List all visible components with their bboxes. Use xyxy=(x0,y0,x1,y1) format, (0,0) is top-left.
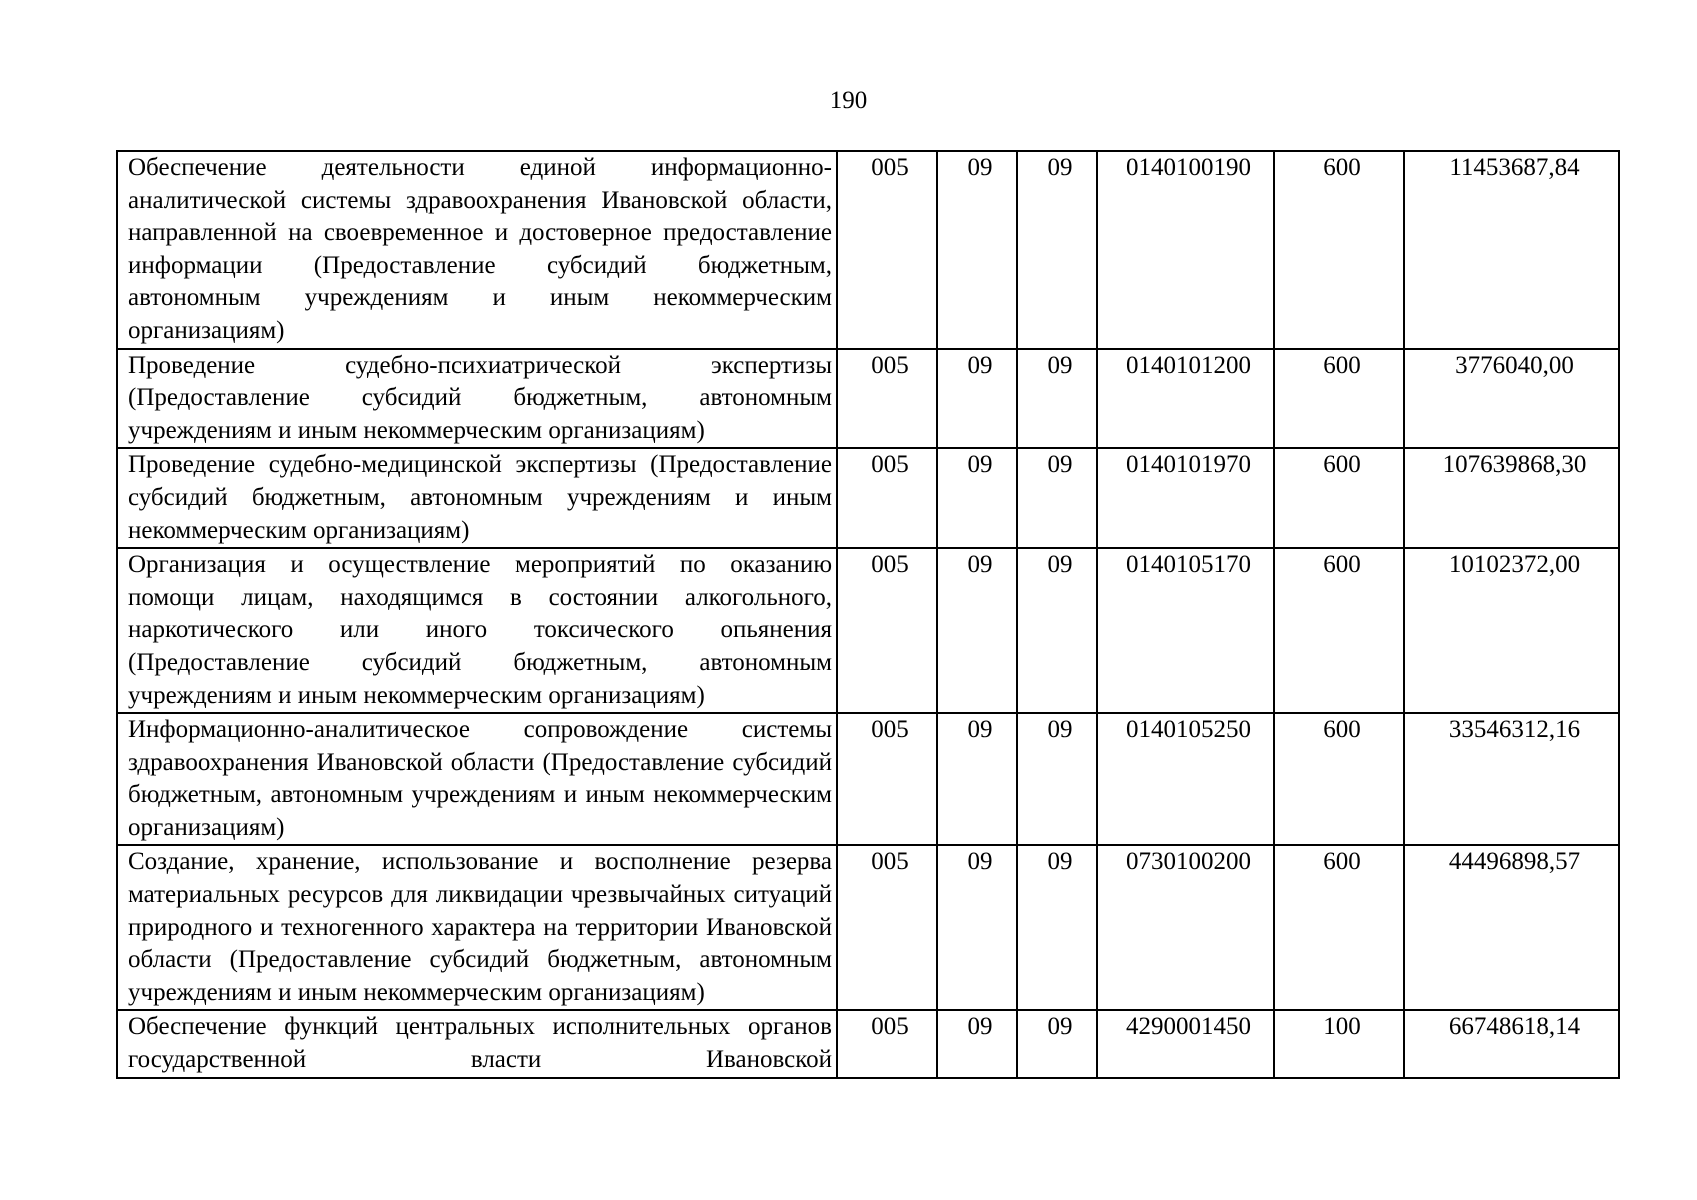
page-number: 190 xyxy=(829,87,868,114)
row-description: Обеспечение деятельности единой информационно-аналитической системы здравоохранения Ивановской области, направленной на своевременное и достоверное предоставление информации (Предоставление субсидий бюджетным, автономным учреждениям и иным некоммерческим организациям) xyxy=(117,151,837,349)
row-expense-type-code: 600 xyxy=(1274,845,1404,1010)
row-section-code: 09 xyxy=(937,548,1017,713)
row-target-article-code: 0140100190 xyxy=(1097,151,1274,349)
row-amount: 66748618,14 xyxy=(1404,1010,1619,1077)
table-row xyxy=(117,349,1619,449)
table-row xyxy=(117,845,1619,1010)
row-section-code: 09 xyxy=(937,151,1017,349)
row-expense-type-code: 600 xyxy=(1274,151,1404,349)
row-target-article-code: 4290001450 xyxy=(1097,1010,1274,1077)
table-row xyxy=(117,448,1619,548)
row-target-article-code: 0140105170 xyxy=(1097,548,1274,713)
row-amount: 107639868,30 xyxy=(1404,448,1619,548)
row-description: Проведение судебно-медицинской экспертизы (Предоставление субсидий бюджетным, автономным учреждениям и иным некоммерческим организациям) xyxy=(117,448,837,548)
table-row xyxy=(117,548,1619,713)
row-amount: 3776040,00 xyxy=(1404,349,1619,449)
row-subsection-code: 09 xyxy=(1017,349,1097,449)
row-description: Организация и осуществление мероприятий по оказанию помощи лицам, находящимся в состоянии алкогольного, наркотического или иного токсического опьянения (Предоставление субсидий бюджетным, автономным учреждениям и иным некоммерческим организациям) xyxy=(117,548,837,713)
row-grbs-code: 005 xyxy=(837,845,937,1010)
row-target-article-code: 0730100200 xyxy=(1097,845,1274,1010)
row-description: Создание, хранение, использование и восполнение резерва материальных ресурсов для ликвидации чрезвычайных ситуаций природного и техногенного характера на территории Ивановской области (Предоставление субсидий бюджетным, автономным учреждениям и иным некоммерческим организациям) xyxy=(117,845,837,1010)
budget-table xyxy=(116,150,1620,1079)
row-expense-type-code: 600 xyxy=(1274,548,1404,713)
row-section-code: 09 xyxy=(937,349,1017,449)
row-section-code: 09 xyxy=(937,845,1017,1010)
row-grbs-code: 005 xyxy=(837,151,937,349)
row-grbs-code: 005 xyxy=(837,1010,937,1077)
row-target-article-code: 0140105250 xyxy=(1097,713,1274,845)
row-section-code: 09 xyxy=(937,448,1017,548)
row-subsection-code: 09 xyxy=(1017,1010,1097,1077)
row-target-article-code: 0140101200 xyxy=(1097,349,1274,449)
row-amount: 10102372,00 xyxy=(1404,548,1619,713)
row-subsection-code: 09 xyxy=(1017,448,1097,548)
row-subsection-code: 09 xyxy=(1017,548,1097,713)
row-amount: 11453687,84 xyxy=(1404,151,1619,349)
row-expense-type-code: 600 xyxy=(1274,349,1404,449)
row-target-article-code: 0140101970 xyxy=(1097,448,1274,548)
row-expense-type-code: 600 xyxy=(1274,448,1404,548)
row-description: Информационно-аналитическое сопровождение системы здравоохранения Ивановской области (Предоставление субсидий бюджетным, автономным учреждениям и иным некоммерческим организациям) xyxy=(117,713,837,845)
row-section-code: 09 xyxy=(937,713,1017,845)
row-description: Проведение судебно-психиатрической экспертизы (Предоставление субсидий бюджетным, автономным учреждениям и иным некоммерческим организациям) xyxy=(117,349,837,449)
row-amount: 44496898,57 xyxy=(1404,845,1619,1010)
row-amount: 33546312,16 xyxy=(1404,713,1619,845)
row-expense-type-code: 600 xyxy=(1274,713,1404,845)
row-section-code: 09 xyxy=(937,1010,1017,1077)
row-grbs-code: 005 xyxy=(837,448,937,548)
row-expense-type-code: 100 xyxy=(1274,1010,1404,1077)
row-grbs-code: 005 xyxy=(837,349,937,449)
row-description: Обеспечение функций центральных исполнительных органов государственной власти Ивановской xyxy=(117,1010,837,1077)
table-row xyxy=(117,151,1619,349)
row-grbs-code: 005 xyxy=(837,713,937,845)
row-subsection-code: 09 xyxy=(1017,845,1097,1010)
table-row xyxy=(117,713,1619,845)
row-subsection-code: 09 xyxy=(1017,151,1097,349)
row-subsection-code: 09 xyxy=(1017,713,1097,845)
table-row xyxy=(117,1010,1619,1077)
row-grbs-code: 005 xyxy=(837,548,937,713)
